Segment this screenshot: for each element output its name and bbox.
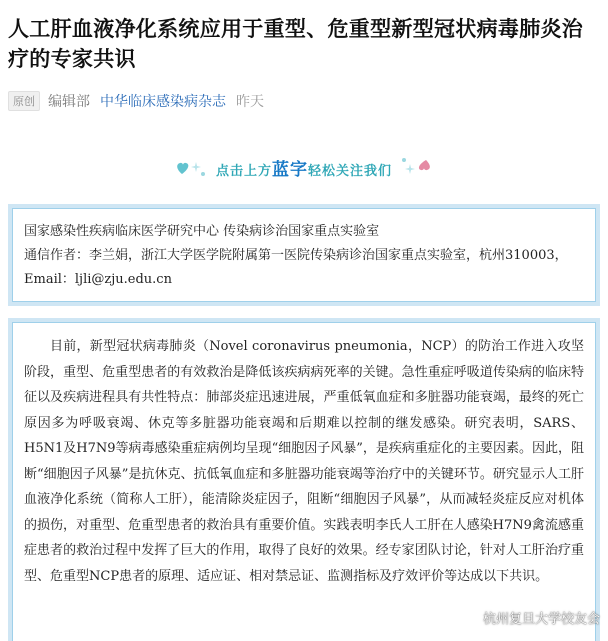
affiliation-box	[8, 204, 600, 306]
watermark-text: 杭州复旦大学校友会	[482, 612, 600, 627]
heart-sparkle-left-icon	[174, 154, 208, 180]
follow-suffix: 轻松关注我们	[308, 163, 393, 179]
body-paragraph: 目前，新型冠状病毒肺炎（Novel coronavirus pneumonia，NCP）的防治工作进入攻坚阶段，重型、危重型患者的有效救治是降低该疾病病死率的关键。急性重症呼吸道传染病的临床特征以及疾病进程具有共性特点：肺部炎症迅速进展，严重低氧血症和多脏器功能衰竭，最终的死亡原因多为呼吸衰竭、休克等多脏器功能衰竭和后期难以控制的继发感染。研究表明，SARS、H5N1及H7N9等病毒感染重症病例均呈现“细胞因子风暴”，是疾病重症化的主要因素。因此，阻断“细胞因子风暴”是抗休克、抗低氧血症和多脏器功能衰竭等治疗中的关键环节。研究显示人工肝血液净化系统（简称人工肝），能清除炎症因子，阻断“细胞因子风暴”，从而减轻炎症反应对机体的损伤，对重型、危重型患者的救治具有重要价值。实践表明李氏人工肝在人感染H7N9禽流感重症患者的救治过程中发挥了巨大的作用，取得了良好的效果。经专家团队讨论，针对人工肝治疗重型、危重型NCP患者的原理、适应证、相对禁忌证、监测指标及疗效评价等达成以下共识。	[24, 339, 584, 584]
affiliation-line-2: 通信作者：李兰娟，浙江大学医学院附属第一医院传染病诊治国家重点实验室，杭州310003，Email：ljli@zju.edu.cn	[24, 248, 568, 287]
original-badge: 原创	[8, 91, 40, 111]
article-meta	[8, 90, 264, 112]
follow-banner[interactable]	[0, 152, 608, 182]
follow-prefix: 点击上方	[215, 163, 272, 179]
follow-highlight: 蓝字	[272, 159, 308, 180]
affiliation-line-1: 国家感染性疾病临床医学研究中心 传染病诊治国家重点实验室	[24, 224, 380, 239]
publish-time: 昨天	[236, 94, 264, 110]
heart-sparkle-right-icon	[400, 154, 434, 180]
body-box	[8, 318, 600, 641]
wechat-icon	[461, 610, 479, 626]
author-name: 编辑部	[48, 94, 90, 110]
journal-link[interactable]: 中华临床感染病杂志	[100, 94, 226, 110]
watermark	[461, 608, 600, 627]
follow-text	[216, 155, 392, 180]
article-title: 人工肝血液净化系统应用于重型、危重型新型冠状病毒肺炎治疗的专家共识	[8, 17, 584, 71]
